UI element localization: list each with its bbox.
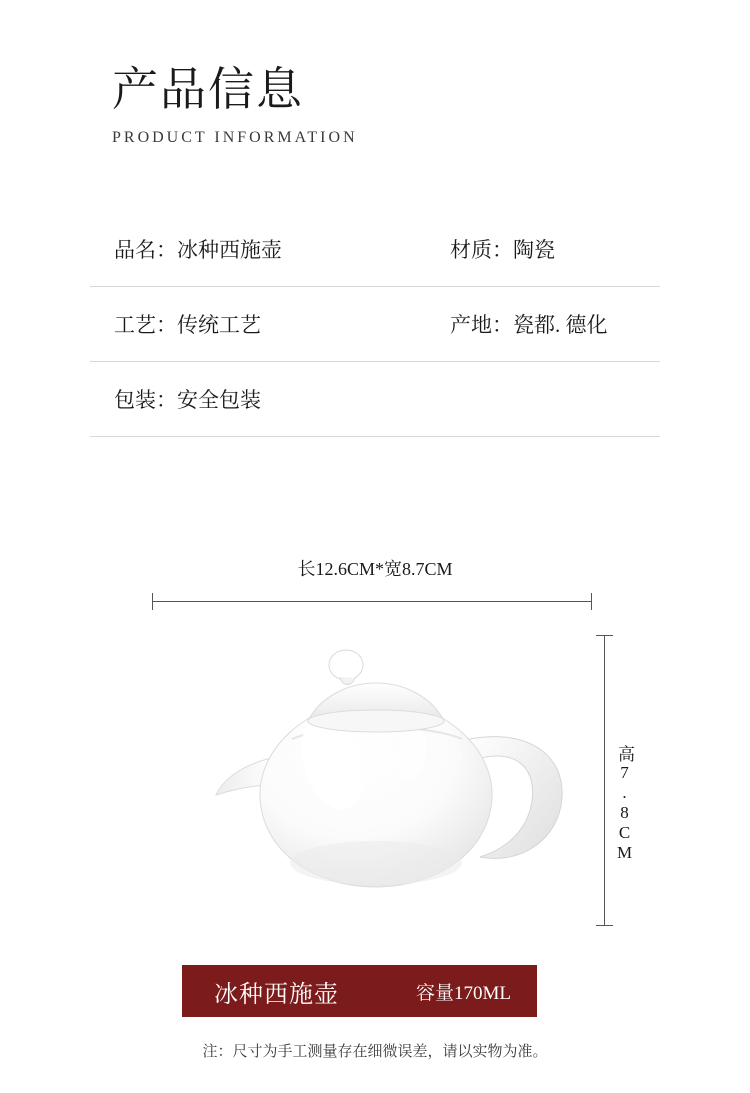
info-cell-left bbox=[90, 234, 440, 264]
teapot-lid bbox=[308, 650, 444, 732]
info-cell-left bbox=[90, 309, 440, 339]
info-value: 瓷都. 德化 bbox=[513, 313, 608, 337]
dimension-horizontal-cap-left bbox=[152, 593, 153, 610]
table-row bbox=[90, 362, 660, 437]
dimension-height-label: 高7.8CM bbox=[615, 745, 634, 863]
info-value: 冰种西施壶 bbox=[177, 238, 282, 262]
caption-capacity: 容量170ML bbox=[415, 982, 511, 1004]
info-label: 工艺： bbox=[114, 313, 177, 337]
measurement-footnote: 注：尺寸为手工测量存在细微误差，请以实物为准。 bbox=[202, 1044, 548, 1060]
table-row bbox=[90, 287, 660, 362]
teapot-svg bbox=[180, 635, 580, 925]
page-subtitle: PRODUCT INFORMATION bbox=[112, 129, 358, 147]
info-label: 包装： bbox=[114, 388, 177, 412]
dimension-vertical-cap-bottom bbox=[596, 925, 613, 926]
info-cell-right bbox=[440, 234, 660, 264]
teapot-illustration bbox=[180, 635, 580, 925]
product-info-table bbox=[90, 212, 660, 437]
info-label: 材质： bbox=[450, 238, 513, 262]
info-value: 安全包装 bbox=[177, 388, 261, 412]
info-cell-left bbox=[90, 384, 440, 414]
dimension-vertical-cap-top bbox=[596, 635, 613, 636]
info-value: 陶瓷 bbox=[513, 238, 555, 262]
dimension-horizontal-line bbox=[152, 601, 592, 602]
caption-product-name: 冰种西施壶 bbox=[214, 981, 339, 1008]
teapot-lid-knob bbox=[329, 650, 363, 680]
info-label: 产地： bbox=[450, 313, 513, 337]
dimension-diagram bbox=[0, 555, 750, 975]
info-cell-right bbox=[440, 309, 660, 339]
info-label: 品名： bbox=[114, 238, 177, 262]
page-header bbox=[112, 62, 358, 147]
table-row bbox=[90, 212, 660, 287]
dimension-vertical-line bbox=[604, 635, 605, 925]
dimension-horizontal-cap-right bbox=[591, 593, 592, 610]
info-value: 传统工艺 bbox=[177, 313, 261, 337]
product-caption-bar bbox=[182, 965, 537, 1017]
dimension-width-label: 长12.6CM*宽8.7CM bbox=[297, 559, 453, 579]
page-title: 产品信息 bbox=[112, 64, 304, 115]
